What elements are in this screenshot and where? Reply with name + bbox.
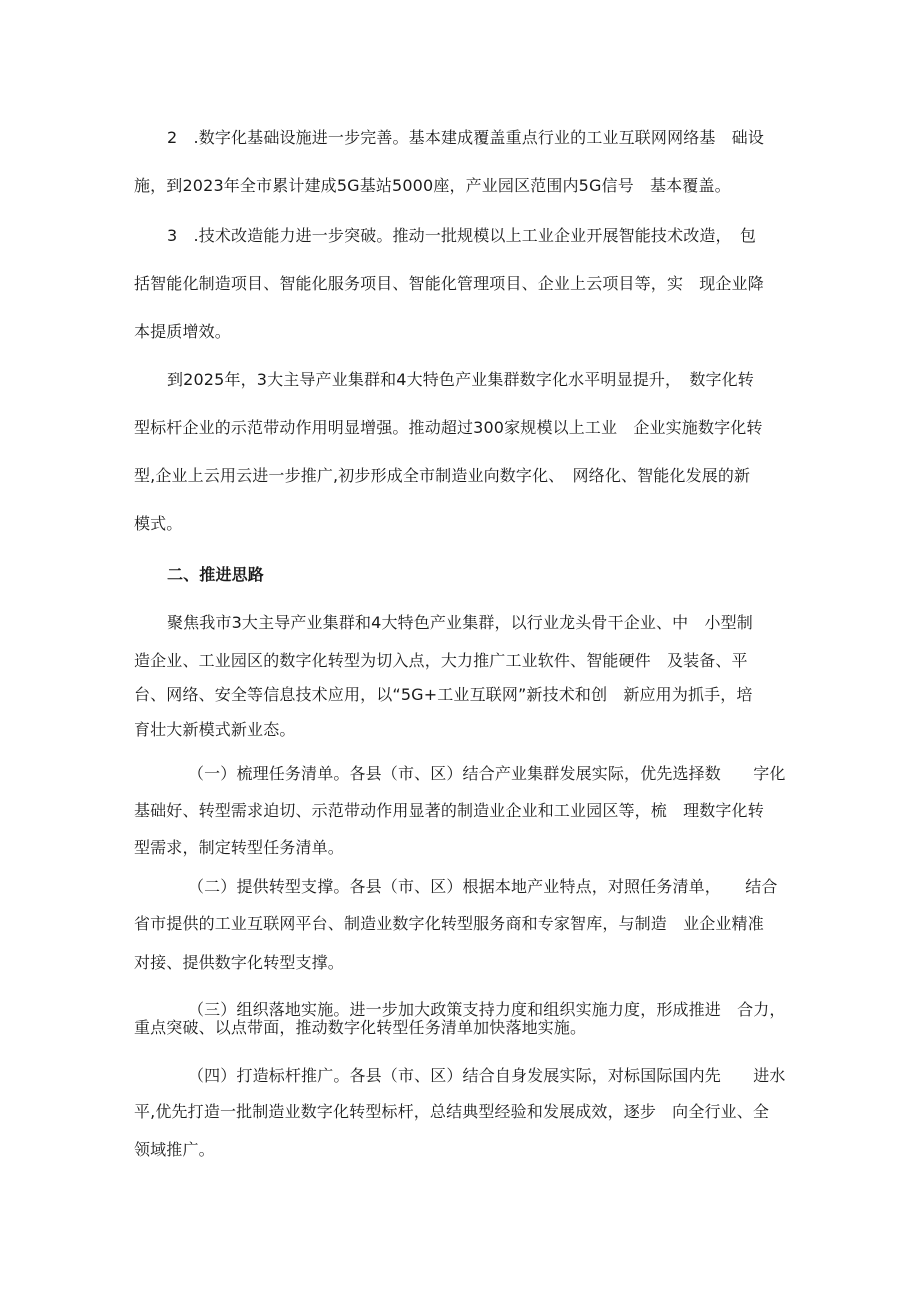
paragraph-1-line-1: 2 .数字化基础设施进一步完善。基本建成覆盖重点行业的工业互联网网络基 础设 [167,128,764,147]
paragraph-4-line-1: 聚焦我市3大主导产业集群和4大特色产业集群，以行业龙头骨干企业、中 小型制 [167,613,753,632]
paragraph-4-line-3: 台、网络、安全等信息技术应用，以“5G+工业互联网”新技术和创 新应用为抓手，培 [134,685,753,704]
item-2-line-1: （二）提供转型支撑。各县（市、区）根据本地产业特点，对照任务清单， 结合 [188,877,778,896]
item-1-line-3: 型需求，制定转型任务清单。 [134,838,344,857]
paragraph-4-line-2: 造企业、工业园区的数字化转型为切入点，大力推广工业软件、智能硬件 及装备、平 [134,651,748,670]
item-4-line-3: 领域推广。 [134,1140,215,1159]
item-4-line-1: （四）打造标杆推广。各县（市、区）结合自身发展实际，对标国际国内先 进水 [188,1066,786,1085]
item-3-line-2: 重点突破、以点带面，推动数字化转型任务清单加快落地实施。 [134,1018,587,1037]
paragraph-3-line-1: 到2025年，3大主导产业集群和4大特色产业集群数字化水平明显提升， 数字化转 [167,370,754,389]
paragraph-1-line-2: 施，到2023年全市累计建成5G基站5000座，产业园区范围内5G信号 基本覆盖。 [134,176,731,195]
paragraph-2-line-2: 括智能化制造项目、智能化服务项目、智能化管理项目、企业上云项目等，实 现企业降 [134,274,764,293]
paragraph-3-line-3: 型,企业上云用云进一步推广,初步形成全市制造业向数字化、 网络化、智能化发展的新 [134,466,751,485]
item-4-line-2: 平,优先打造一批制造业数字化转型标杆，总结典型经验和发展成效，逐步 向全行业、全 [134,1102,770,1121]
paragraph-4-line-4: 育壮大新模式新业态。 [134,720,296,739]
item-1-line-1: （一）梳理任务清单。各县（市、区）结合产业集群发展实际，优先选择数 字化 [188,764,786,783]
paragraph-3-line-2: 型标杆企业的示范带动作用明显增强。推动超过300家规模以上工业 企业实施数字化转 [134,418,763,437]
item-3-line-1: （三）组织落地实施。进一步加大政策支持力度和组织实施力度，形成推进 合力， [188,1000,786,1019]
section-heading: 二、推进思路 [167,565,264,584]
paragraph-2-line-1: 3 .技术改造能力进一步突破。推动一批规模以上工业企业开展智能技术改造， 包 [167,226,756,245]
item-2-line-2: 省市提供的工业互联网平台、制造业数字化转型服务商和专家智库，与制造 业企业精准 [134,914,764,933]
item-2-line-3: 对接、提供数字化转型支撑。 [134,953,344,972]
paragraph-3-line-4: 模式。 [134,514,183,533]
item-1-line-2: 基础好、转型需求迫切、示范带动作用显著的制造业企业和工业园区等，梳 理数字化转 [134,801,764,820]
paragraph-2-line-3: 本提质增效。 [134,322,231,341]
